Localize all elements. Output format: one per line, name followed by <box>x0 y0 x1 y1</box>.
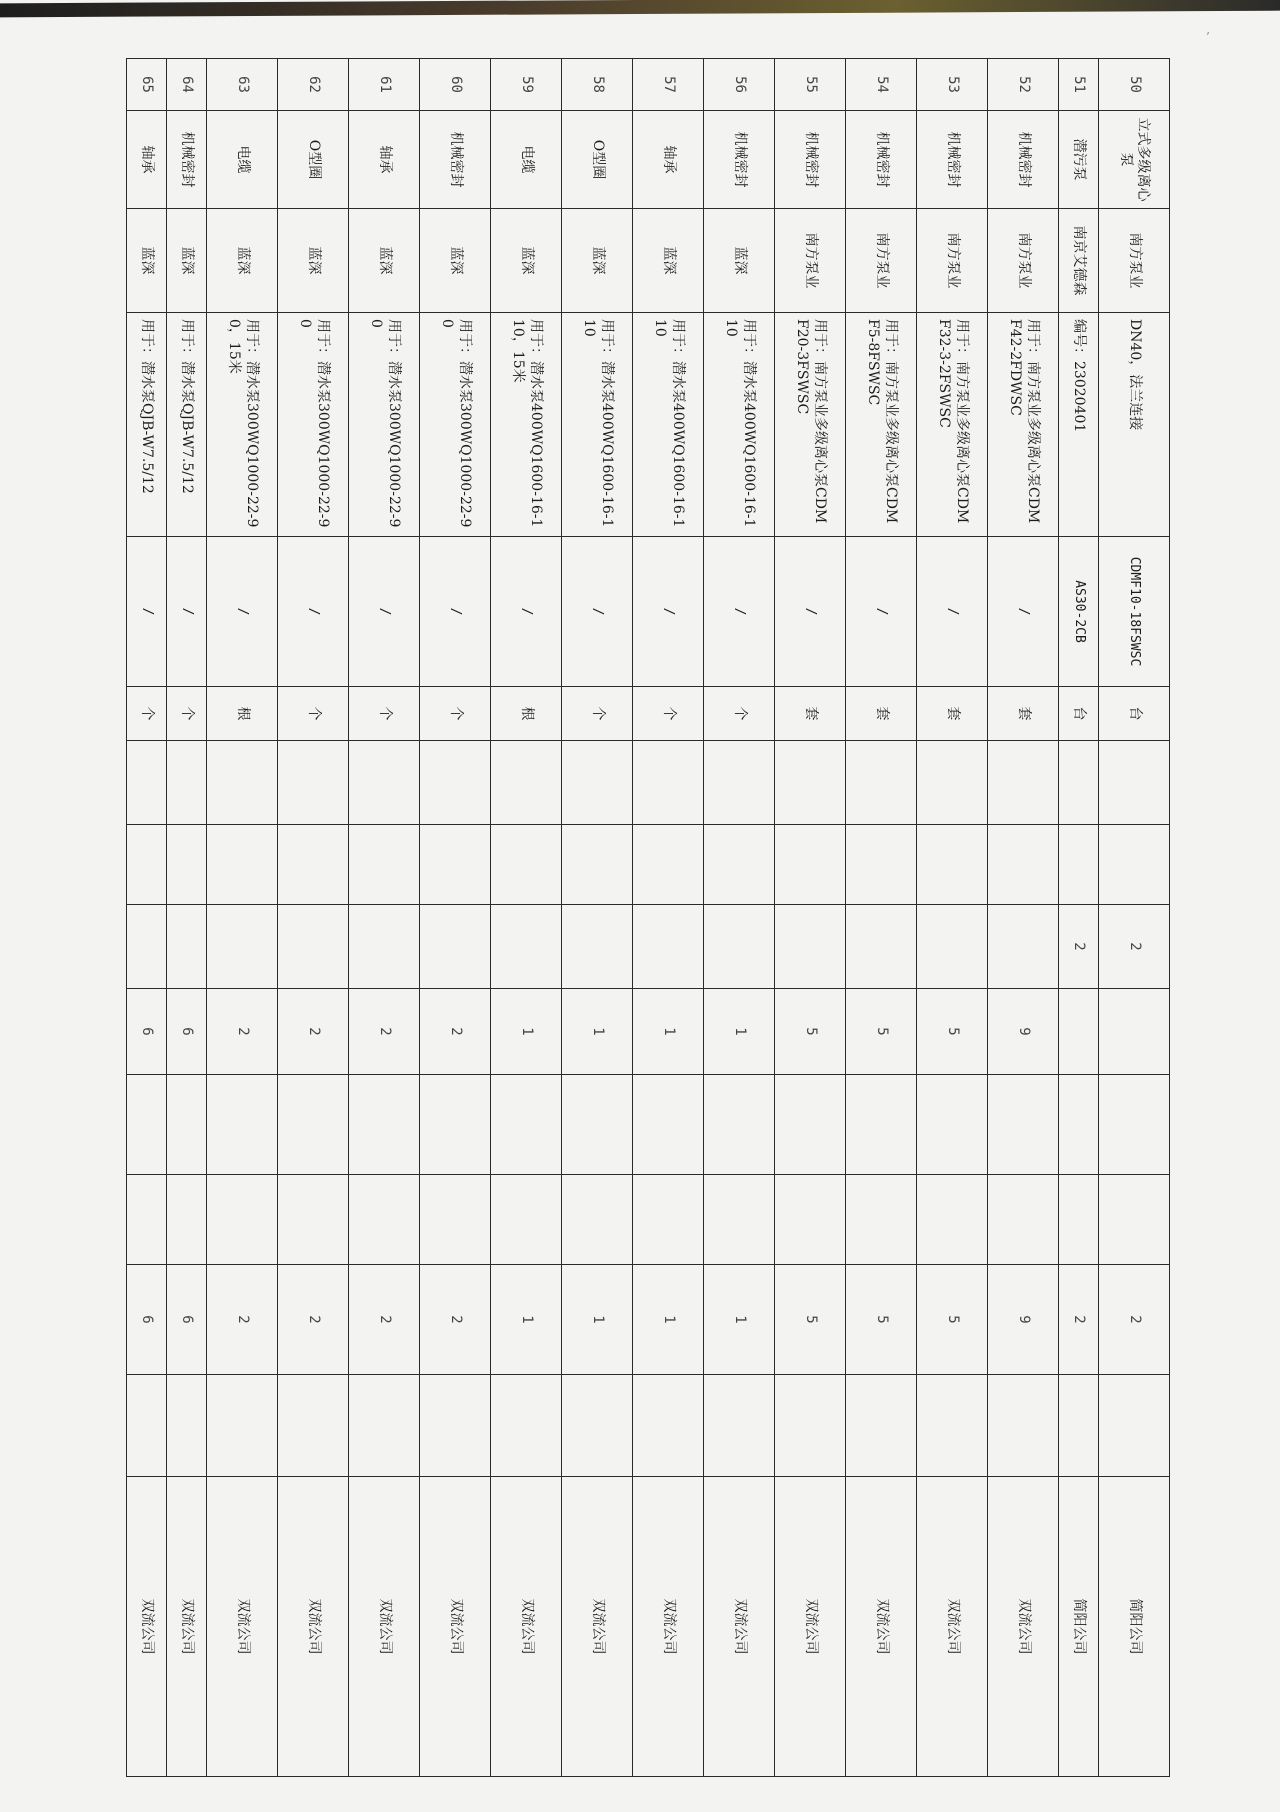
cell-col-9 <box>207 905 278 989</box>
cell-col-7 <box>1099 741 1170 825</box>
cell-row-number: 54 <box>846 59 917 111</box>
cell-spec: 用于：潜水泵QJB-W7.5/12 <box>167 313 207 537</box>
cell-col-9 <box>775 905 846 989</box>
cell-unit: 个 <box>420 687 491 741</box>
cell-col-11 <box>491 1075 562 1175</box>
cell-item-name: 轴承 <box>127 111 167 209</box>
cell-col-8 <box>278 825 349 905</box>
cell-col-13: 2 <box>1059 1265 1099 1375</box>
cell-row-number: 58 <box>562 59 633 111</box>
cell-col-10: 1 <box>562 989 633 1075</box>
cell-col-12 <box>1059 1175 1099 1265</box>
cell-spec: 用于：潜水泵400WQ1600-16-110，15米 <box>491 313 562 537</box>
cell-col-9 <box>917 905 988 989</box>
cell-col-8 <box>562 825 633 905</box>
cell-col-10: 2 <box>349 989 420 1075</box>
cell-unit: 根 <box>207 687 278 741</box>
cell-spec: 用于：潜水泵400WQ1600-16-110 <box>562 313 633 537</box>
cell-col-13: 2 <box>207 1265 278 1375</box>
cell-item-name: 机械密封 <box>917 111 988 209</box>
cell-col-13: 2 <box>420 1265 491 1375</box>
cell-col-10: 9 <box>988 989 1059 1075</box>
cell-brand: 南方泵业 <box>988 209 1059 313</box>
cell-model: / <box>775 537 846 687</box>
cell-brand: 蓝深 <box>420 209 491 313</box>
cell-model: / <box>127 537 167 687</box>
cell-col-12 <box>420 1175 491 1265</box>
cell-row-number: 55 <box>775 59 846 111</box>
cell-brand: 蓝深 <box>704 209 775 313</box>
cell-col-7 <box>633 741 704 825</box>
cell-col-9 <box>846 905 917 989</box>
cell-model: / <box>917 537 988 687</box>
cell-row-number: 50 <box>1099 59 1170 111</box>
cell-col-10 <box>1099 989 1170 1075</box>
cell-col-11 <box>917 1075 988 1175</box>
cell-col-13: 1 <box>633 1265 704 1375</box>
cell-col-10: 1 <box>491 989 562 1075</box>
cell-col-13: 1 <box>562 1265 633 1375</box>
cell-col-10: 5 <box>846 989 917 1075</box>
cell-col-9 <box>127 905 167 989</box>
cell-model: / <box>633 537 704 687</box>
cell-company: 双流公司 <box>127 1477 167 1777</box>
cell-col-7 <box>127 741 167 825</box>
cell-col-8 <box>846 825 917 905</box>
cell-model: CDMF10-18FSWSC <box>1099 537 1170 687</box>
cell-spec: 用于：潜水泵300WQ1000-22-90 <box>278 313 349 537</box>
cell-unit: 个 <box>633 687 704 741</box>
cell-spec: 用于：潜水泵400WQ1600-16-110 <box>704 313 775 537</box>
table-row <box>167 59 207 1777</box>
cell-col-7 <box>846 741 917 825</box>
cell-item-name: 电缆 <box>491 111 562 209</box>
cell-brand: 南方泵业 <box>917 209 988 313</box>
cell-unit: 个 <box>278 687 349 741</box>
cell-col-8 <box>167 825 207 905</box>
cell-brand: 蓝深 <box>278 209 349 313</box>
cell-item-name: 机械密封 <box>775 111 846 209</box>
cell-spec: 编号：23020401 <box>1059 313 1099 537</box>
page-corner-mark: ’ <box>1206 30 1210 44</box>
cell-col-13: 1 <box>491 1265 562 1375</box>
cell-company: 双流公司 <box>207 1477 278 1777</box>
cell-col-11 <box>846 1075 917 1175</box>
cell-company: 双流公司 <box>917 1477 988 1777</box>
cell-unit: 个 <box>562 687 633 741</box>
cell-spec: 用于：南方泵业多级离心泵CDMF32-3-2FSWSC <box>917 313 988 537</box>
cell-model: / <box>207 537 278 687</box>
table-row <box>775 59 846 1777</box>
cell-col-7 <box>1059 741 1099 825</box>
cell-col-9 <box>704 905 775 989</box>
table-row <box>562 59 633 1777</box>
cell-col-7 <box>278 741 349 825</box>
table-row <box>349 59 420 1777</box>
cell-company: 双流公司 <box>846 1477 917 1777</box>
cell-col-14 <box>167 1375 207 1477</box>
cell-brand: 南方泵业 <box>775 209 846 313</box>
cell-company: 双流公司 <box>349 1477 420 1777</box>
cell-spec: 用于：潜水泵300WQ1000-22-90 <box>349 313 420 537</box>
cell-company: 双流公司 <box>278 1477 349 1777</box>
cell-unit: 个 <box>127 687 167 741</box>
cell-col-8 <box>775 825 846 905</box>
cell-item-name: 机械密封 <box>846 111 917 209</box>
cell-unit: 个 <box>167 687 207 741</box>
cell-item-name: 机械密封 <box>167 111 207 209</box>
cell-col-8 <box>127 825 167 905</box>
cell-brand: 蓝深 <box>349 209 420 313</box>
cell-col-9 <box>633 905 704 989</box>
cell-model: / <box>349 537 420 687</box>
cell-row-number: 63 <box>207 59 278 111</box>
cell-col-8 <box>420 825 491 905</box>
cell-col-10: 2 <box>420 989 491 1075</box>
cell-col-12 <box>704 1175 775 1265</box>
cell-col-14 <box>988 1375 1059 1477</box>
cell-col-12 <box>167 1175 207 1265</box>
cell-unit: 个 <box>349 687 420 741</box>
cell-col-12 <box>127 1175 167 1265</box>
page-top-edge <box>0 0 1280 17</box>
cell-company: 双流公司 <box>775 1477 846 1777</box>
cell-row-number: 59 <box>491 59 562 111</box>
cell-col-12 <box>917 1175 988 1265</box>
cell-spec: 用于：南方泵业多级离心泵CDMF5-8FSWSC <box>846 313 917 537</box>
cell-col-12 <box>846 1175 917 1265</box>
cell-col-11 <box>775 1075 846 1175</box>
cell-col-10: 1 <box>633 989 704 1075</box>
table-row <box>127 59 167 1777</box>
cell-brand: 蓝深 <box>562 209 633 313</box>
cell-item-name: 电缆 <box>207 111 278 209</box>
cell-col-11 <box>349 1075 420 1175</box>
table-row <box>420 59 491 1777</box>
cell-col-13: 6 <box>167 1265 207 1375</box>
table-row <box>846 59 917 1777</box>
cell-col-12 <box>988 1175 1059 1265</box>
table-row <box>1059 59 1099 1777</box>
cell-col-8 <box>633 825 704 905</box>
cell-col-10: 2 <box>207 989 278 1075</box>
cell-col-9: 2 <box>1099 905 1170 989</box>
cell-unit: 根 <box>491 687 562 741</box>
table-row <box>704 59 775 1777</box>
cell-spec: DN40，法兰连接 <box>1099 313 1170 537</box>
cell-item-name: 轴承 <box>349 111 420 209</box>
cell-item-name: O型圈 <box>278 111 349 209</box>
rotated-table-stage <box>126 58 1170 1776</box>
cell-row-number: 53 <box>917 59 988 111</box>
cell-brand: 南方泵业 <box>1099 209 1170 313</box>
cell-company: 简阳公司 <box>1059 1477 1099 1777</box>
cell-col-9 <box>420 905 491 989</box>
cell-model: / <box>278 537 349 687</box>
cell-brand: 蓝深 <box>633 209 704 313</box>
cell-col-14 <box>349 1375 420 1477</box>
cell-brand: 南京艾德森 <box>1059 209 1099 313</box>
cell-row-number: 64 <box>167 59 207 111</box>
cell-row-number: 57 <box>633 59 704 111</box>
cell-company: 双流公司 <box>491 1477 562 1777</box>
cell-col-7 <box>562 741 633 825</box>
cell-brand: 南方泵业 <box>846 209 917 313</box>
cell-col-12 <box>1099 1175 1170 1265</box>
table-row <box>917 59 988 1777</box>
cell-col-13: 2 <box>278 1265 349 1375</box>
cell-col-11 <box>207 1075 278 1175</box>
table-row <box>1099 59 1170 1777</box>
cell-col-7 <box>349 741 420 825</box>
cell-spec: 用于：潜水泵400WQ1600-16-110 <box>633 313 704 537</box>
cell-company: 双流公司 <box>633 1477 704 1777</box>
cell-col-14 <box>562 1375 633 1477</box>
table-row <box>988 59 1059 1777</box>
cell-col-12 <box>775 1175 846 1265</box>
cell-col-11 <box>704 1075 775 1175</box>
cell-spec: 用于：南方泵业多级离心泵CDMF20-3FSWSC <box>775 313 846 537</box>
cell-col-11 <box>167 1075 207 1175</box>
cell-brand: 蓝深 <box>207 209 278 313</box>
cell-col-11 <box>1099 1075 1170 1175</box>
cell-col-12 <box>207 1175 278 1265</box>
cell-col-14 <box>491 1375 562 1477</box>
cell-col-13: 2 <box>349 1265 420 1375</box>
cell-item-name: 立式多级离心泵 <box>1099 111 1170 209</box>
cell-col-14 <box>775 1375 846 1477</box>
cell-col-9 <box>167 905 207 989</box>
cell-col-12 <box>562 1175 633 1265</box>
cell-item-name: 轴承 <box>633 111 704 209</box>
cell-spec: 用于：潜水泵QJB-W7.5/12 <box>127 313 167 537</box>
cell-model: / <box>167 537 207 687</box>
cell-model: / <box>988 537 1059 687</box>
cell-col-7 <box>704 741 775 825</box>
cell-model: / <box>846 537 917 687</box>
cell-col-14 <box>917 1375 988 1477</box>
cell-col-7 <box>167 741 207 825</box>
cell-col-11 <box>1059 1075 1099 1175</box>
cell-col-10: 5 <box>775 989 846 1075</box>
cell-model: AS30-2CB <box>1059 537 1099 687</box>
cell-col-9 <box>988 905 1059 989</box>
cell-row-number: 51 <box>1059 59 1099 111</box>
cell-brand: 蓝深 <box>167 209 207 313</box>
cell-item-name: O型圈 <box>562 111 633 209</box>
cell-col-8 <box>1059 825 1099 905</box>
cell-col-14 <box>278 1375 349 1477</box>
cell-col-11 <box>562 1075 633 1175</box>
cell-col-9 <box>491 905 562 989</box>
cell-model: / <box>491 537 562 687</box>
cell-col-8 <box>704 825 775 905</box>
cell-company: 双流公司 <box>420 1477 491 1777</box>
cell-spec: 用于：潜水泵300WQ1000-22-90 <box>420 313 491 537</box>
cell-unit: 套 <box>775 687 846 741</box>
cell-item-name: 机械密封 <box>420 111 491 209</box>
cell-spec: 用于：南方泵业多级离心泵CDMF42-2FDWSC <box>988 313 1059 537</box>
cell-col-13: 5 <box>775 1265 846 1375</box>
cell-col-14 <box>1059 1375 1099 1477</box>
cell-col-11 <box>278 1075 349 1175</box>
cell-unit: 套 <box>846 687 917 741</box>
cell-model: / <box>704 537 775 687</box>
cell-unit: 套 <box>917 687 988 741</box>
cell-col-7 <box>491 741 562 825</box>
cell-col-8 <box>988 825 1059 905</box>
cell-col-8 <box>1099 825 1170 905</box>
cell-col-9 <box>562 905 633 989</box>
cell-model: / <box>562 537 633 687</box>
cell-col-11 <box>420 1075 491 1175</box>
cell-brand: 蓝深 <box>491 209 562 313</box>
cell-col-13: 5 <box>917 1265 988 1375</box>
cell-col-10: 6 <box>127 989 167 1075</box>
cell-brand: 蓝深 <box>127 209 167 313</box>
cell-row-number: 62 <box>278 59 349 111</box>
cell-col-10: 2 <box>278 989 349 1075</box>
cell-unit: 个 <box>704 687 775 741</box>
cell-col-13: 9 <box>988 1265 1059 1375</box>
cell-col-9 <box>349 905 420 989</box>
cell-col-10: 5 <box>917 989 988 1075</box>
cell-row-number: 56 <box>704 59 775 111</box>
cell-col-11 <box>633 1075 704 1175</box>
cell-col-10: 6 <box>167 989 207 1075</box>
cell-col-13: 2 <box>1099 1265 1170 1375</box>
cell-col-13: 5 <box>846 1265 917 1375</box>
cell-col-14 <box>704 1375 775 1477</box>
table-row <box>207 59 278 1777</box>
cell-row-number: 60 <box>420 59 491 111</box>
cell-col-11 <box>988 1075 1059 1175</box>
cell-unit: 套 <box>988 687 1059 741</box>
cell-col-7 <box>988 741 1059 825</box>
cell-row-number: 61 <box>349 59 420 111</box>
cell-company: 双流公司 <box>988 1477 1059 1777</box>
cell-item-name: 机械密封 <box>988 111 1059 209</box>
cell-col-8 <box>917 825 988 905</box>
table-row <box>491 59 562 1777</box>
cell-col-12 <box>633 1175 704 1265</box>
cell-row-number: 65 <box>127 59 167 111</box>
cell-row-number: 52 <box>988 59 1059 111</box>
cell-spec: 用于：潜水泵300WQ1000-22-90，15米 <box>207 313 278 537</box>
cell-company: 简阳公司 <box>1099 1477 1170 1777</box>
cell-col-14 <box>633 1375 704 1477</box>
cell-col-7 <box>775 741 846 825</box>
cell-col-8 <box>491 825 562 905</box>
cell-company: 双流公司 <box>562 1477 633 1777</box>
cell-col-8 <box>349 825 420 905</box>
cell-col-13: 6 <box>127 1265 167 1375</box>
cell-col-11 <box>127 1075 167 1175</box>
equipment-table <box>126 58 1170 1777</box>
cell-col-7 <box>917 741 988 825</box>
cell-unit: 台 <box>1099 687 1170 741</box>
cell-col-8 <box>207 825 278 905</box>
cell-company: 双流公司 <box>167 1477 207 1777</box>
cell-col-14 <box>127 1375 167 1477</box>
cell-col-14 <box>846 1375 917 1477</box>
rotated-table-wrapper <box>126 58 1170 1776</box>
cell-col-9 <box>278 905 349 989</box>
cell-model: / <box>420 537 491 687</box>
cell-company: 双流公司 <box>704 1477 775 1777</box>
cell-item-name: 机械密封 <box>704 111 775 209</box>
cell-col-12 <box>278 1175 349 1265</box>
table-row <box>633 59 704 1777</box>
cell-col-14 <box>420 1375 491 1477</box>
cell-unit: 台 <box>1059 687 1099 741</box>
table-row <box>278 59 349 1777</box>
cell-col-9: 2 <box>1059 905 1099 989</box>
cell-col-10 <box>1059 989 1099 1075</box>
cell-col-14 <box>207 1375 278 1477</box>
cell-col-13: 1 <box>704 1265 775 1375</box>
cell-col-12 <box>349 1175 420 1265</box>
cell-col-7 <box>420 741 491 825</box>
cell-col-12 <box>491 1175 562 1265</box>
cell-col-7 <box>207 741 278 825</box>
cell-col-14 <box>1099 1375 1170 1477</box>
cell-item-name: 潜污泵 <box>1059 111 1099 209</box>
cell-col-10: 1 <box>704 989 775 1075</box>
